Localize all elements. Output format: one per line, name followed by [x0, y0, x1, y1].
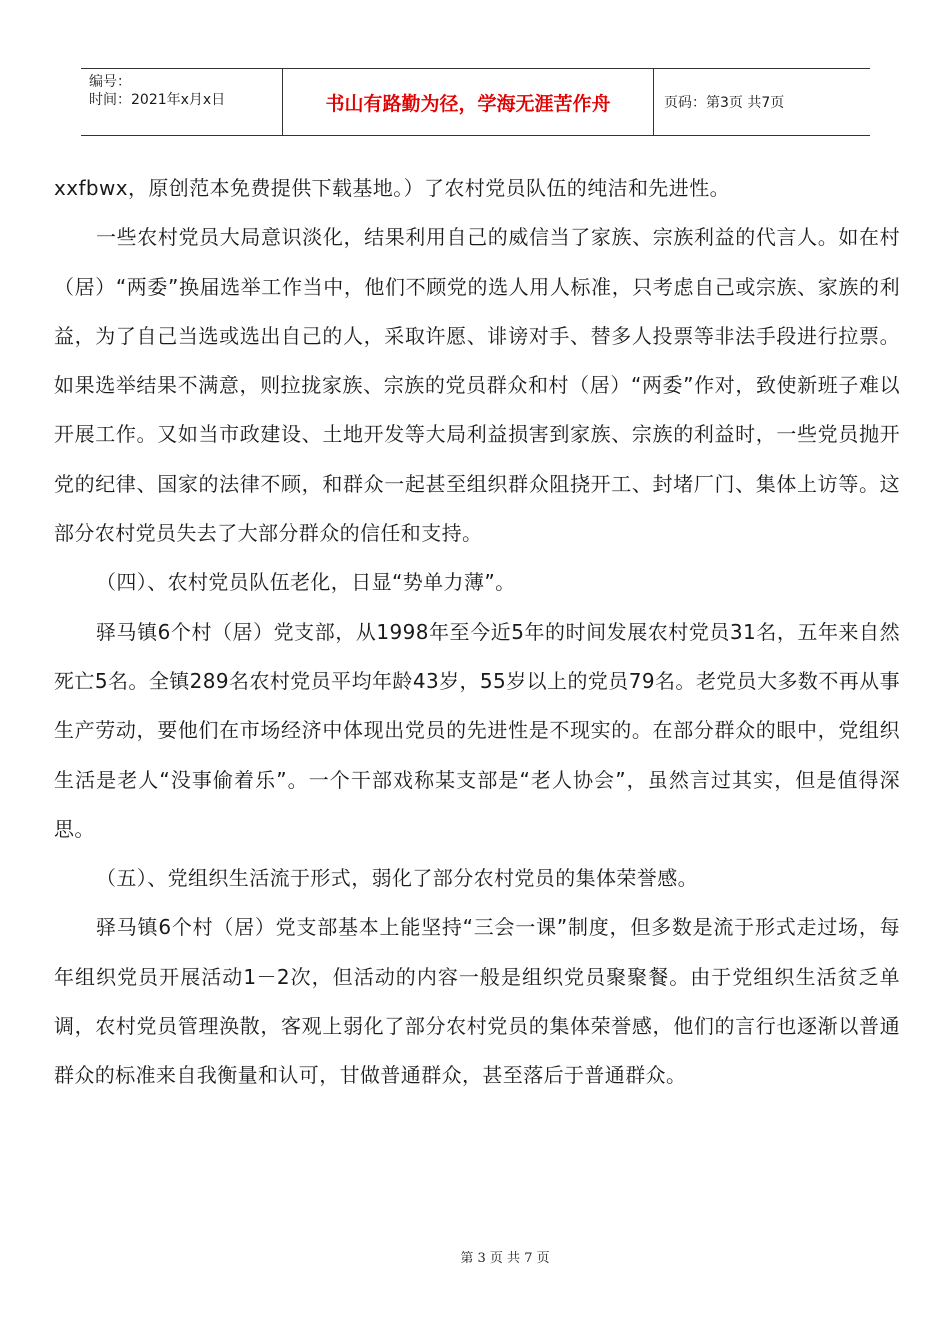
header-page-cell [654, 69, 870, 135]
code-label: 编号： [89, 74, 131, 90]
paragraph: 一些农村党员大局意识淡化，结果利用自己的威信当了家族、宗族利益的代言人。如在村（居）“两委”换届选举工作当中，他们不顾党的选人用人标准，只考虑自己或宗族、家族的利益，为了自己当选或选出自己的人，采取许愿、诽谤对手、替多人投票等非法手段进行拉票。如果选举结果不满意，则拉拢家族、宗族的党员群众和村（居）“两委”作对，致使新班子难以开展工作。又如当市政建设、土地开发等大局利益损害到家族、宗族的利益时，一些党员抛开党的纪律、国家的法律不顾，和群众一起甚至组织群众阻挠开工、封堵厂门、集体上访等。这部分农村党员失去了大部分群众的信任和支持。 [54, 225, 900, 546]
time-label: 时间：2021年x月x日 [89, 92, 226, 108]
page-footer [0, 1247, 950, 1266]
section-heading: （四）、农村党员队伍老化，日显“势单力薄”。 [96, 570, 516, 595]
motto-text: 书山有路勤为径，学海无涯苦作舟 [325, 92, 611, 115]
paragraph: 驿马镇6个村（居）党支部，从1998年至今近5年的时间发展农村党员31名，五年来自然死亡5名。全镇289名农村党员平均年龄43岁，55岁以上的党员79名。老党员大多数不再从事生产劳动，要他们在市场经济中体现出党员的先进性是不现实的。在部分群众的眼中，党组织生活是老人“没事偷着乐”。一个干部戏称某支部是“老人协会”，虽然言过其实，但是值得深思。 [54, 619, 900, 841]
paragraph-continuation: xxfbwx，原创范本免费提供下载基地。）了农村党员队伍的纯洁和先进性。 [54, 176, 731, 200]
section-heading: （五）、党组织生活流于形式，弱化了部分农村党员的集体荣誉感。 [96, 866, 698, 891]
header-motto-cell [282, 69, 654, 135]
document-body [54, 164, 900, 1101]
header-info-cell [81, 69, 282, 135]
paragraph: 驿马镇6个村（居）党支部基本上能坚持“三会一课”制度，但多数是流于形式走过场，每年组织党员开展活动1－2次，但活动的内容一般是组织党员聚聚餐。由于党组织生活贫乏单调，农村党员管理涣散，客观上弱化了部分农村党员的集体荣誉感，他们的言行也逐渐以普通群众的标准来自我衡量和认可，甘做普通群众，甚至落后于普通群众。 [54, 915, 900, 1088]
footer-page-number: 第 3 页 共 7 页 [460, 1251, 550, 1266]
document-header [81, 68, 870, 136]
page-label: 页码：第3页 共7页 [664, 95, 785, 111]
